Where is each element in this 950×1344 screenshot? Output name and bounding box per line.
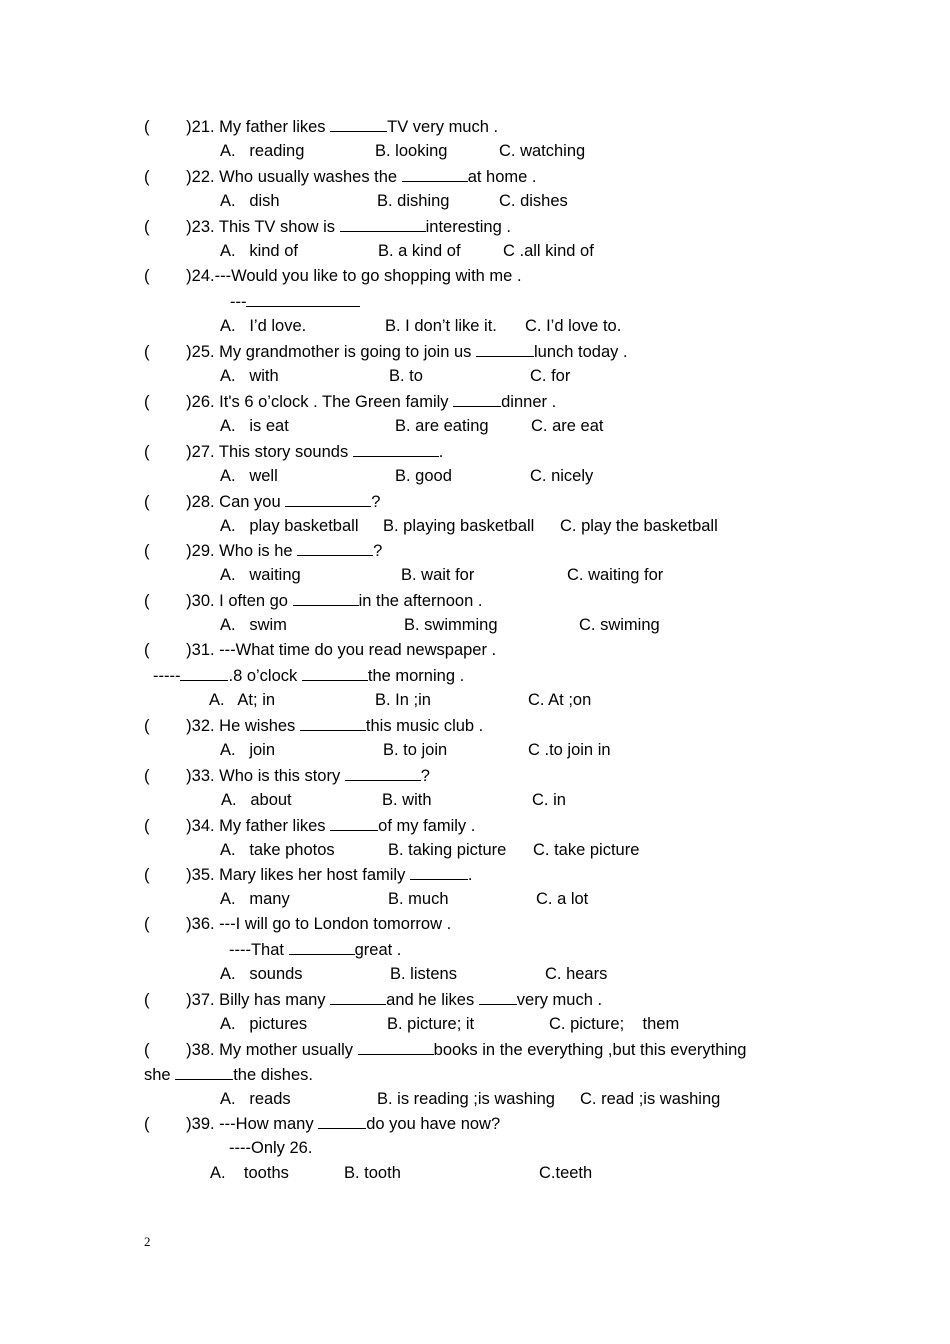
q36-option-a[interactable]: A. sounds (220, 965, 303, 983)
answer-blank[interactable] (358, 1039, 434, 1055)
q28-option-a[interactable]: A. play basketball (220, 517, 359, 535)
q23-option-c[interactable]: C .all kind of (503, 242, 594, 260)
q32-option-b[interactable]: B. to join (383, 741, 448, 759)
answer-blank[interactable] (297, 540, 373, 556)
q35-option-b[interactable]: B. much (388, 890, 449, 908)
q25-option-a[interactable]: A. with (220, 367, 279, 385)
question-35-stem: ( )35. Mary likes her host family . (144, 866, 473, 884)
q24-option-b[interactable]: B. I don’t like it. (385, 317, 497, 335)
q33-option-b[interactable]: B. with (382, 791, 432, 809)
q34-option-a[interactable]: A. take photos (220, 841, 335, 859)
q33-option-c[interactable]: C. in (532, 791, 566, 809)
answer-blank[interactable] (175, 1064, 233, 1080)
answer-blank[interactable] (479, 989, 517, 1005)
q29-option-c[interactable]: C. waiting for (567, 566, 664, 584)
answer-blank[interactable] (402, 166, 468, 182)
q38-option-c[interactable]: C. read ;is washing (580, 1090, 721, 1108)
question-37-stem: ( )37. Billy has many and he likes very much . (144, 991, 603, 1009)
q30-option-a[interactable]: A. swim (220, 616, 287, 634)
q30-option-b[interactable]: B. swimming (404, 616, 498, 634)
answer-blank[interactable] (330, 116, 387, 132)
q38-continuation-line: she the dishes. (144, 1066, 313, 1084)
question-27-stem: ( )27. This story sounds . (144, 443, 444, 461)
question-36-stem: ( )36. ---I will go to London tomorrow . (144, 915, 452, 933)
answer-blank[interactable] (300, 715, 366, 731)
answer-blank[interactable] (330, 815, 378, 831)
q30-option-c[interactable]: C. swiming (579, 616, 660, 634)
answer-blank[interactable] (345, 765, 421, 781)
answer-blank[interactable] (340, 216, 426, 232)
q22-option-c[interactable]: C. dishes (499, 192, 568, 210)
q25-option-b[interactable]: B. to (389, 367, 423, 385)
q39-option-b[interactable]: B. tooth (344, 1164, 401, 1182)
q34-option-c[interactable]: C. take picture (533, 841, 640, 859)
answer-blank[interactable] (318, 1113, 366, 1129)
q36-option-c[interactable]: C. hears (545, 965, 608, 983)
page-number: 2 (144, 1234, 151, 1249)
q38-option-a[interactable]: A. reads (220, 1090, 291, 1108)
question-29-stem: ( )29. Who is he ? (144, 542, 383, 560)
question-22-stem: ( )22. Who usually washes the at home . (144, 168, 537, 186)
q28-option-b[interactable]: B. playing basketball (383, 517, 535, 535)
q27-option-a[interactable]: A. well (220, 467, 278, 485)
q39-option-c[interactable]: C.teeth (539, 1164, 593, 1182)
q29-option-a[interactable]: A. waiting (220, 566, 301, 584)
q24-option-c[interactable]: C. I’d love to. (525, 317, 622, 335)
q31-response-line: ----- .8 o’clock the morning . (153, 667, 465, 685)
q23-option-b[interactable]: B. a kind of (378, 242, 461, 260)
question-23-stem: ( )23. This TV show is interesting . (144, 218, 511, 236)
q26-option-a[interactable]: A. is eat (220, 417, 289, 435)
q37-option-a[interactable]: A. pictures (220, 1015, 308, 1033)
q22-option-a[interactable]: A. dish (220, 192, 280, 210)
q22-option-b[interactable]: B. dishing (377, 192, 450, 210)
q37-option-c[interactable]: C. picture; them (549, 1015, 680, 1033)
q27-option-b[interactable]: B. good (395, 467, 452, 485)
question-34-stem: ( )34. My father likes of my family . (144, 817, 476, 835)
q29-option-b[interactable]: B. wait for (401, 566, 475, 584)
answer-blank[interactable] (410, 864, 468, 880)
question-21-stem: ( )21. My father likes TV very much . (144, 118, 499, 136)
q26-option-b[interactable]: B. are eating (395, 417, 489, 435)
q34-option-b[interactable]: B. taking picture (388, 841, 507, 859)
question-32-stem: ( )32. He wishes this music club . (144, 717, 484, 735)
q36-response-line: ----That great . (229, 941, 402, 959)
q25-option-c[interactable]: C. for (530, 367, 571, 385)
q33-option-a[interactable]: A. about (221, 791, 292, 809)
q21-option-c[interactable]: C. watching (499, 142, 586, 160)
answer-blank[interactable] (302, 665, 368, 681)
question-39-stem: ( )39. ---How many do you have now? (144, 1115, 501, 1133)
q24-response-line: --- (230, 291, 360, 312)
question-31-stem: ( )31. ---What time do you read newspaper . (144, 641, 497, 659)
q24-option-a[interactable]: A. I’d love. (220, 317, 307, 335)
question-28-stem: ( )28. Can you ? (144, 493, 381, 511)
answer-blank[interactable] (180, 665, 228, 681)
q21-option-b[interactable]: B. looking (375, 142, 448, 160)
q37-option-b[interactable]: B. picture; it (387, 1015, 475, 1033)
q23-option-a[interactable]: A. kind of (220, 242, 298, 260)
q39-response-line: ----Only 26. (229, 1139, 313, 1157)
q21-option-a[interactable]: A. reading (220, 142, 305, 160)
q38-option-b[interactable]: B. is reading ;is washing (377, 1090, 555, 1108)
q26-option-c[interactable]: C. are eat (531, 417, 604, 435)
question-25-stem: ( )25. My grandmother is going to join us lunch today . (144, 343, 628, 361)
answer-blank[interactable] (246, 291, 360, 307)
q28-option-c[interactable]: C. play the basketball (560, 517, 718, 535)
q36-option-b[interactable]: B. listens (390, 965, 457, 983)
question-24-stem: ( )24.---Would you like to go shopping with me . (144, 267, 522, 285)
q32-option-c[interactable]: C .to join in (528, 741, 611, 759)
question-38-stem: ( )38. My mother usually books in the everything ,but this everything (144, 1041, 747, 1059)
q27-option-c[interactable]: C. nicely (530, 467, 594, 485)
answer-blank[interactable] (330, 989, 386, 1005)
answer-blank[interactable] (289, 939, 355, 955)
answer-blank[interactable] (353, 441, 439, 457)
q31-option-a[interactable]: A. At; in (209, 691, 276, 709)
q31-option-c[interactable]: C. At ;on (528, 691, 592, 709)
q32-option-a[interactable]: A. join (220, 741, 276, 759)
q35-option-c[interactable]: C. a lot (536, 890, 589, 908)
answer-blank[interactable] (285, 491, 371, 507)
question-30-stem: ( )30. I often go in the afternoon . (144, 592, 483, 610)
answer-blank[interactable] (476, 341, 534, 357)
q31-option-b[interactable]: B. In ;in (375, 691, 431, 709)
answer-blank[interactable] (453, 391, 501, 407)
question-26-stem: ( )26. It's 6 o’clock . The Green family dinner . (144, 393, 557, 411)
question-33-stem: ( )33. Who is this story ? (144, 767, 430, 785)
q39-option-a[interactable]: A. tooths (210, 1164, 289, 1182)
q35-option-a[interactable]: A. many (220, 890, 290, 908)
answer-blank[interactable] (293, 590, 359, 606)
